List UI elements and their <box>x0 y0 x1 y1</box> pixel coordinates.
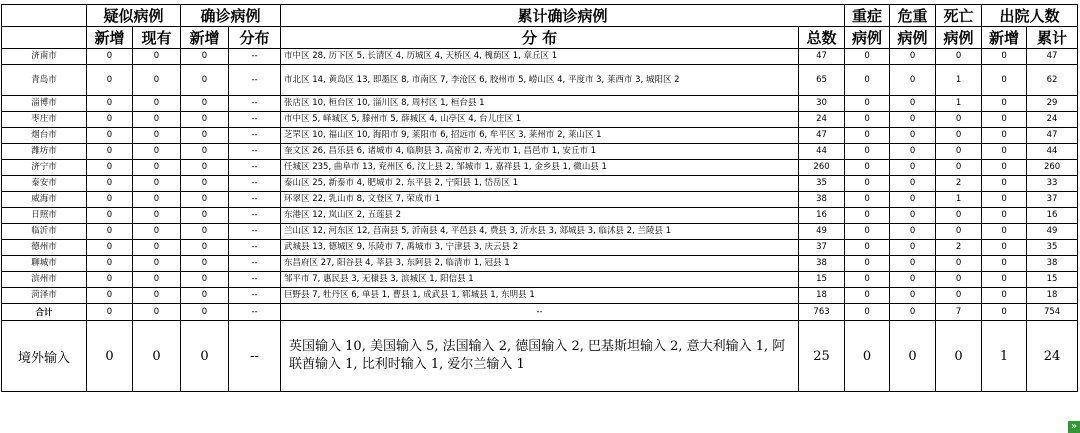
suspected-new-cell: 0 <box>87 288 133 304</box>
death-cell: 0 <box>936 321 982 392</box>
critical-cell: 0 <box>890 272 936 288</box>
suspected-new-cell: 0 <box>87 96 133 112</box>
death-cell: 0 <box>936 144 982 160</box>
confirmed-new-cell: 0 <box>181 224 229 240</box>
suspected-existing-cell: 0 <box>133 160 181 176</box>
suspected-new-cell: 0 <box>87 256 133 272</box>
confirmed-new-cell: 0 <box>181 176 229 192</box>
discharged-cumulative-cell: 49 <box>1027 224 1078 240</box>
suspected-existing-cell: 0 <box>133 128 181 144</box>
confirmed-new-cell: 0 <box>181 65 229 96</box>
death-cell: 0 <box>936 208 982 224</box>
discharged-cumulative-cell: 18 <box>1027 288 1078 304</box>
critical-cell: 0 <box>890 288 936 304</box>
total-cell: 37 <box>799 240 845 256</box>
header-cumulative: 累计确诊病例 <box>281 5 845 27</box>
discharged-cumulative-cell: 44 <box>1027 144 1078 160</box>
confirmed-dist-cell: -- <box>229 49 281 65</box>
imported-row <box>2 321 1078 392</box>
table-row <box>2 160 1078 176</box>
discharged-new-cell: 0 <box>982 96 1027 112</box>
table-row <box>2 112 1078 128</box>
critical-cell: 0 <box>890 65 936 96</box>
distribution-cell: 邹平市 7, 惠民县 3, 无棣县 3, 滨城区 1, 阳信县 1 <box>281 272 799 288</box>
confirmed-dist-cell: -- <box>229 208 281 224</box>
death-cell: 2 <box>936 240 982 256</box>
distribution-cell: 芝罘区 10, 福山区 10, 海阳市 9, 莱阳市 6, 招远市 6, 牟平区 3, 莱州市 2, 莱山区 1 <box>281 128 799 144</box>
confirmed-dist-cell: -- <box>229 65 281 96</box>
suspected-existing-cell: 0 <box>133 224 181 240</box>
critical-cell: 0 <box>890 192 936 208</box>
severe-cell: 0 <box>845 96 890 112</box>
severe-cell: 0 <box>845 192 890 208</box>
confirmed-new-cell: 0 <box>181 208 229 224</box>
confirmed-dist-cell: -- <box>229 160 281 176</box>
critical-cell: 0 <box>890 240 936 256</box>
city-cell: 潍坊市 <box>2 144 87 160</box>
suspected-new-cell: 0 <box>87 208 133 224</box>
death-cell: 1 <box>936 192 982 208</box>
discharged-cumulative-cell: 37 <box>1027 192 1078 208</box>
table-row <box>2 144 1078 160</box>
severe-cell: 0 <box>845 304 890 321</box>
city-cell: 烟台市 <box>2 128 87 144</box>
suspected-existing-cell: 0 <box>133 112 181 128</box>
discharged-new-cell: 0 <box>982 304 1027 321</box>
total-cell: 25 <box>799 321 845 392</box>
header-row-1 <box>2 5 1078 27</box>
total-cell: 16 <box>799 208 845 224</box>
header-severe-cases: 病例 <box>845 27 890 49</box>
total-cell: 35 <box>799 176 845 192</box>
discharged-cumulative-cell: 33 <box>1027 176 1078 192</box>
confirmed-new-cell: 0 <box>181 112 229 128</box>
critical-cell: 0 <box>890 256 936 272</box>
severe-cell: 0 <box>845 144 890 160</box>
suspected-new-cell: 0 <box>87 128 133 144</box>
suspected-existing-cell: 0 <box>133 288 181 304</box>
distribution-cell: 市中区 28, 历下区 5, 长清区 4, 历城区 4, 天桥区 4, 槐荫区 1, 章丘区 1 <box>281 49 799 65</box>
death-cell: 7 <box>936 304 982 321</box>
critical-cell: 0 <box>890 160 936 176</box>
death-cell: 0 <box>936 112 982 128</box>
confirmed-new-cell: 0 <box>181 160 229 176</box>
severe-cell: 0 <box>845 208 890 224</box>
suspected-existing-cell: 0 <box>133 208 181 224</box>
header-cumulative-dist: 分 布 <box>281 27 799 49</box>
discharged-new-cell: 0 <box>982 176 1027 192</box>
city-cell: 临沂市 <box>2 224 87 240</box>
distribution-cell: 东港区 12, 岚山区 2, 五莲县 2 <box>281 208 799 224</box>
critical-cell: 0 <box>890 49 936 65</box>
severe-cell: 0 <box>845 176 890 192</box>
confirmed-dist-cell: -- <box>229 112 281 128</box>
distribution-cell: 武城县 13, 德城区 9, 乐陵市 7, 禹城市 3, 宁津县 3, 庆云县 2 <box>281 240 799 256</box>
suspected-new-cell: 0 <box>87 112 133 128</box>
severe-cell: 0 <box>845 128 890 144</box>
header-death: 死亡 <box>936 5 982 27</box>
discharged-cumulative-cell: 24 <box>1027 112 1078 128</box>
distribution-cell: 环翠区 22, 乳山市 8, 文登区 7, 荣成市 1 <box>281 192 799 208</box>
critical-cell: 0 <box>890 128 936 144</box>
table-row <box>2 96 1078 112</box>
confirmed-dist-cell: -- <box>229 176 281 192</box>
header-confirmed-dist: 分布 <box>229 27 281 49</box>
suspected-new-cell: 0 <box>87 144 133 160</box>
severe-cell: 0 <box>845 288 890 304</box>
confirmed-new-cell: 0 <box>181 49 229 65</box>
confirmed-dist-cell: -- <box>229 321 281 392</box>
severe-cell: 0 <box>845 240 890 256</box>
table-row <box>2 176 1078 192</box>
table-row <box>2 256 1078 272</box>
header-discharged: 出院人数 <box>982 5 1078 27</box>
death-cell: 1 <box>936 65 982 96</box>
critical-cell: 0 <box>890 144 936 160</box>
severe-cell: 0 <box>845 49 890 65</box>
city-rows <box>2 49 1078 304</box>
critical-cell: 0 <box>890 321 936 392</box>
city-cell: 枣庄市 <box>2 112 87 128</box>
discharged-new-cell: 0 <box>982 49 1027 65</box>
confirmed-dist-cell: -- <box>229 224 281 240</box>
total-cell: 260 <box>799 160 845 176</box>
corner-cell <box>2 5 87 27</box>
total-cell: 763 <box>799 304 845 321</box>
suspected-existing-cell: 0 <box>133 192 181 208</box>
discharged-new-cell: 0 <box>982 112 1027 128</box>
table-row <box>2 49 1078 65</box>
death-cell: 0 <box>936 288 982 304</box>
severe-cell: 0 <box>845 256 890 272</box>
discharged-new-cell: 0 <box>982 272 1027 288</box>
suspected-new-cell: 0 <box>87 49 133 65</box>
table-row <box>2 288 1078 304</box>
city-cell: 境外输入 <box>2 321 87 392</box>
discharged-cumulative-cell: 47 <box>1027 49 1078 65</box>
header-suspected: 疑似病例 <box>87 5 181 27</box>
severe-cell: 0 <box>845 224 890 240</box>
confirmed-dist-cell: -- <box>229 272 281 288</box>
header-suspected-new: 新增 <box>87 27 133 49</box>
critical-cell: 0 <box>890 304 936 321</box>
confirmed-new-cell: 0 <box>181 128 229 144</box>
city-cell: 青岛市 <box>2 65 87 96</box>
suspected-new-cell: 0 <box>87 176 133 192</box>
distribution-cell: 兰山区 12, 河东区 12, 莒南县 5, 沂南县 4, 平邑县 4, 费县 3, 沂水县 3, 郯城县 3, 临沭县 2, 兰陵县 1 <box>281 224 799 240</box>
death-cell: 0 <box>936 160 982 176</box>
death-cell: 0 <box>936 128 982 144</box>
discharged-new-cell: 0 <box>982 224 1027 240</box>
distribution-cell: 奎文区 26, 昌乐县 6, 诸城市 4, 临朐县 3, 高密市 2, 寿光市 1, 昌邑市 1, 安丘市 1 <box>281 144 799 160</box>
confirmed-dist-cell: -- <box>229 240 281 256</box>
header-confirmed-new: 新增 <box>181 27 229 49</box>
discharged-new-cell: 0 <box>982 160 1027 176</box>
death-cell: 0 <box>936 256 982 272</box>
distribution-cell: 张店区 10, 桓台区 10, 淄川区 8, 周村区 1, 桓台县 1 <box>281 96 799 112</box>
critical-cell: 0 <box>890 208 936 224</box>
header-discharged-cumulative: 累计 <box>1027 27 1078 49</box>
total-cell: 65 <box>799 65 845 96</box>
city-cell: 济宁市 <box>2 160 87 176</box>
suspected-existing-cell: 0 <box>133 144 181 160</box>
discharged-cumulative-cell: 16 <box>1027 208 1078 224</box>
discharged-new-cell: 0 <box>982 208 1027 224</box>
death-cell: 0 <box>936 272 982 288</box>
distribution-cell: 市中区 5, 峄城区 5, 滕州市 5, 薛城区 4, 山亭区 4, 台儿庄区 1 <box>281 112 799 128</box>
discharged-cumulative-cell: 62 <box>1027 65 1078 96</box>
confirmed-dist-cell: -- <box>229 288 281 304</box>
header-severe: 重症 <box>845 5 890 27</box>
table-row <box>2 208 1078 224</box>
corner-cell-2 <box>2 27 87 49</box>
table-row <box>2 65 1078 96</box>
suspected-existing-cell: 0 <box>133 256 181 272</box>
total-cell: 38 <box>799 256 845 272</box>
suspected-new-cell: 0 <box>87 321 133 392</box>
death-cell: 2 <box>936 176 982 192</box>
critical-cell: 0 <box>890 176 936 192</box>
confirmed-new-cell: 0 <box>181 144 229 160</box>
header-critical: 危重 <box>890 5 936 27</box>
severe-cell: 0 <box>845 321 890 392</box>
confirmed-new-cell: 0 <box>181 96 229 112</box>
confirmed-new-cell: 0 <box>181 192 229 208</box>
total-cell: 24 <box>799 112 845 128</box>
suspected-new-cell: 0 <box>87 192 133 208</box>
suspected-existing-cell: 0 <box>133 272 181 288</box>
suspected-existing-cell: 0 <box>133 304 181 321</box>
total-cell: 15 <box>799 272 845 288</box>
header-critical-cases: 病例 <box>890 27 936 49</box>
confirmed-dist-cell: -- <box>229 96 281 112</box>
severe-cell: 0 <box>845 112 890 128</box>
confirmed-new-cell: 0 <box>181 304 229 321</box>
table-row <box>2 224 1078 240</box>
suspected-new-cell: 0 <box>87 65 133 96</box>
total-cell: 47 <box>799 128 845 144</box>
distribution-cell: 任城区 235, 曲阜市 13, 兖州区 6, 汶上县 2, 邹城市 1, 嘉祥县 1, 金乡县 1, 微山县 1 <box>281 160 799 176</box>
discharged-cumulative-cell: 35 <box>1027 240 1078 256</box>
discharged-cumulative-cell: 260 <box>1027 160 1078 176</box>
total-cell: 49 <box>799 224 845 240</box>
city-cell: 济南市 <box>2 49 87 65</box>
table-row <box>2 240 1078 256</box>
covid-statistics-table <box>1 4 1078 392</box>
critical-cell: 0 <box>890 96 936 112</box>
expand-chevron-icon[interactable]: » <box>1068 421 1080 433</box>
discharged-new-cell: 0 <box>982 144 1027 160</box>
critical-cell: 0 <box>890 112 936 128</box>
distribution-cell: 巨野县 7, 牡丹区 6, 单县 1, 曹县 1, 成武县 1, 郓城县 1, 东明县 1 <box>281 288 799 304</box>
death-cell: 0 <box>936 49 982 65</box>
confirmed-dist-cell: -- <box>229 192 281 208</box>
total-cell: 30 <box>799 96 845 112</box>
suspected-new-cell: 0 <box>87 160 133 176</box>
discharged-new-cell: 0 <box>982 128 1027 144</box>
severe-cell: 0 <box>845 65 890 96</box>
confirmed-new-cell: 0 <box>181 321 229 392</box>
discharged-new-cell: 0 <box>982 240 1027 256</box>
confirmed-dist-cell: -- <box>229 304 281 321</box>
total-cell: 44 <box>799 144 845 160</box>
death-cell: 1 <box>936 96 982 112</box>
discharged-new-cell: 0 <box>982 192 1027 208</box>
suspected-existing-cell: 0 <box>133 176 181 192</box>
suspected-new-cell: 0 <box>87 240 133 256</box>
severe-cell: 0 <box>845 272 890 288</box>
severe-cell: 0 <box>845 160 890 176</box>
city-cell: 德州市 <box>2 240 87 256</box>
total-row <box>2 304 1078 321</box>
discharged-cumulative-cell: 24 <box>1027 321 1078 392</box>
distribution-cell: 英国输入 10, 美国输入 5, 法国输入 2, 德国输入 2, 巴基斯坦输入 2, 意大利输入 1, 阿联酋输入 1, 比利时输入 1, 爱尔兰输入 1 <box>281 321 799 392</box>
confirmed-new-cell: 0 <box>181 256 229 272</box>
header-suspected-existing: 现有 <box>133 27 181 49</box>
confirmed-dist-cell: -- <box>229 128 281 144</box>
suspected-existing-cell: 0 <box>133 65 181 96</box>
discharged-cumulative-cell: 47 <box>1027 128 1078 144</box>
confirmed-dist-cell: -- <box>229 256 281 272</box>
suspected-existing-cell: 0 <box>133 321 181 392</box>
distribution-cell: -- <box>281 304 799 321</box>
city-cell: 淄博市 <box>2 96 87 112</box>
header-death-cases: 病例 <box>936 27 982 49</box>
table-row <box>2 192 1078 208</box>
distribution-cell: 东昌府区 27, 阳谷县 4, 莘县 3, 东阿县 2, 临清市 1, 冠县 1 <box>281 256 799 272</box>
header-discharged-new: 新增 <box>982 27 1027 49</box>
city-cell: 合计 <box>2 304 87 321</box>
header-confirmed: 确诊病例 <box>181 5 281 27</box>
city-cell: 菏泽市 <box>2 288 87 304</box>
discharged-new-cell: 0 <box>982 256 1027 272</box>
discharged-cumulative-cell: 754 <box>1027 304 1078 321</box>
table-row <box>2 128 1078 144</box>
suspected-existing-cell: 0 <box>133 49 181 65</box>
confirmed-new-cell: 0 <box>181 240 229 256</box>
discharged-new-cell: 0 <box>982 65 1027 96</box>
discharged-new-cell: 0 <box>982 288 1027 304</box>
suspected-existing-cell: 0 <box>133 96 181 112</box>
confirmed-new-cell: 0 <box>181 272 229 288</box>
critical-cell: 0 <box>890 224 936 240</box>
total-cell: 18 <box>799 288 845 304</box>
discharged-cumulative-cell: 38 <box>1027 256 1078 272</box>
total-cell: 47 <box>799 49 845 65</box>
city-cell: 威海市 <box>2 192 87 208</box>
table-row <box>2 272 1078 288</box>
total-cell: 38 <box>799 192 845 208</box>
discharged-cumulative-cell: 15 <box>1027 272 1078 288</box>
distribution-cell: 市北区 14, 黄岛区 13, 即墨区 8, 市南区 7, 李沧区 6, 胶州市 5, 崂山区 4, 平度市 3, 莱西市 3, 城阳区 2 <box>281 65 799 96</box>
header-cumulative-total: 总数 <box>799 27 845 49</box>
city-cell: 滨州市 <box>2 272 87 288</box>
suspected-new-cell: 0 <box>87 304 133 321</box>
discharged-new-cell: 1 <box>982 321 1027 392</box>
confirmed-new-cell: 0 <box>181 288 229 304</box>
suspected-new-cell: 0 <box>87 272 133 288</box>
header-row-2 <box>2 27 1078 49</box>
death-cell: 0 <box>936 224 982 240</box>
discharged-cumulative-cell: 29 <box>1027 96 1078 112</box>
confirmed-dist-cell: -- <box>229 144 281 160</box>
distribution-cell: 泰山区 25, 新泰市 4, 肥城市 2, 东平县 2, 宁阳县 1, 岱岳区 1 <box>281 176 799 192</box>
city-cell: 泰安市 <box>2 176 87 192</box>
suspected-new-cell: 0 <box>87 224 133 240</box>
suspected-existing-cell: 0 <box>133 240 181 256</box>
city-cell: 聊城市 <box>2 256 87 272</box>
city-cell: 日照市 <box>2 208 87 224</box>
